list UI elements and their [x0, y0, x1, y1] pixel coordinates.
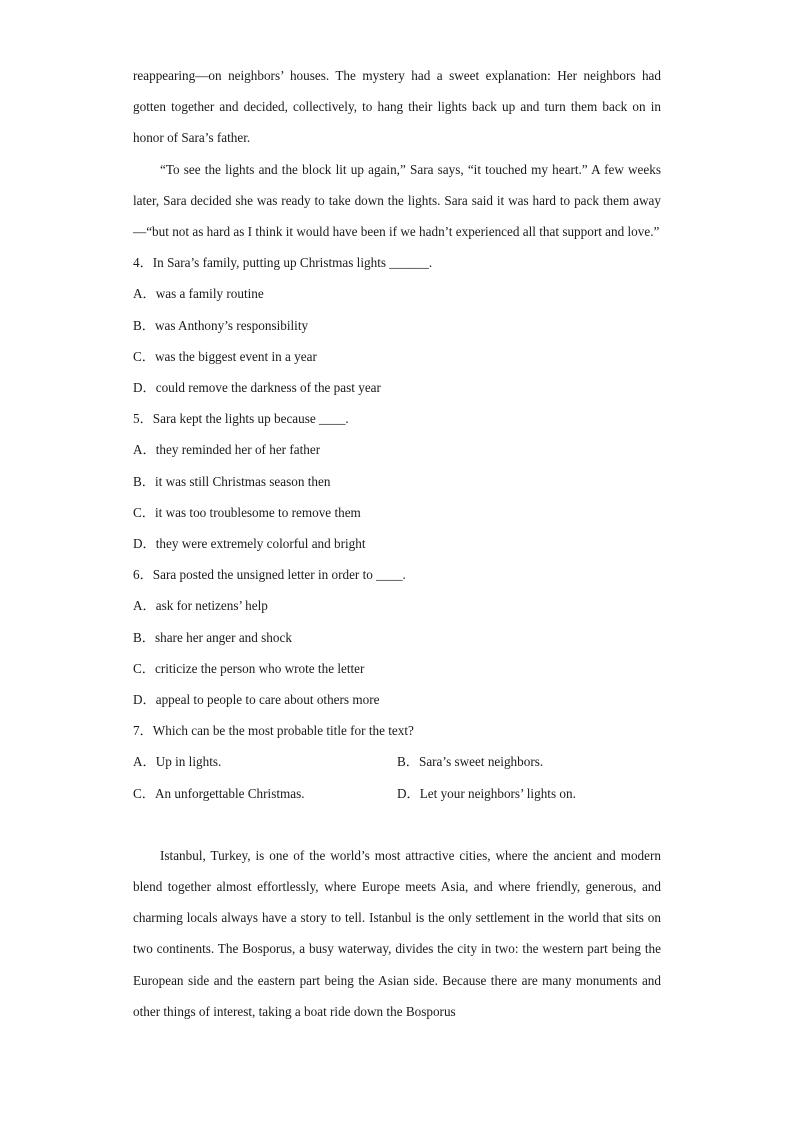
- option-c: C．criticize the person who wrote the letter: [133, 660, 365, 676]
- passage2-paragraph-1: Istanbul, Turkey, is one of the world’s most attractive cities, where the ancient and modern blend together almost effortlessly, where Europe meets Asia, and where friendly, generous, and charming locals always have a story to tell. Istanbul is the only settlement in the world that sits on two continents. The Bosporus, a busy waterway, divides the city in two: the western part being the European side and the eastern part being the Asian side. Because there are many monuments and other things of interest, taking a boat ride down the Bosporus: [133, 847, 661, 1019]
- document-page: [133, 60, 661, 1027]
- question-5: [133, 403, 661, 559]
- question-6: [133, 559, 661, 715]
- passage1-paragraph-2: “To see the lights and the block lit up again,” Sara says, “it touched my heart.” A few weeks later, Sara decided she was ready to take down the lights. Sara said it was hard to pack them away—“but not as hard as I think it would have been if we hadn’t experienced all that support and love.”: [133, 161, 661, 240]
- question-stem: 6．Sara posted the unsigned letter in order to ____.: [133, 567, 406, 583]
- option-b: B．was Anthony’s responsibility: [133, 317, 309, 333]
- option-d: D．could remove the darkness of the past year: [133, 380, 381, 396]
- option-a: A．Up in lights.: [133, 754, 222, 770]
- option-c: C．An unforgettable Christmas.: [133, 785, 305, 801]
- question-stem: 5．Sara kept the lights up because ____.: [133, 411, 349, 427]
- section-gap: [133, 809, 661, 840]
- question-4: [133, 247, 661, 403]
- question-7: [133, 715, 661, 809]
- option-c: C．it was too troublesome to remove them: [133, 504, 361, 520]
- option-d: D．they were extremely colorful and bright: [133, 536, 366, 552]
- option-d: D．Let your neighbors’ lights on.: [397, 785, 576, 801]
- option-b: B．it was still Christmas season then: [133, 473, 331, 489]
- question-stem: 7．Which can be the most probable title for the text?: [133, 723, 414, 739]
- option-c: C．was the biggest event in a year: [133, 348, 317, 364]
- passage1-paragraph-1: reappearing—on neighbors’ houses. The mystery had a sweet explanation: Her neighbors had gotten together and decided, collectively, to hang their lights back up and turn them back on in honor of Sara’s father.: [133, 68, 661, 146]
- option-d: D．appeal to people to care about others more: [133, 692, 380, 708]
- question-stem: 4．In Sara’s family, putting up Christmas lights ______.: [133, 255, 433, 271]
- option-a: A．ask for netizens’ help: [133, 598, 268, 614]
- option-b: B．share her anger and shock: [133, 629, 292, 645]
- options-row-2: [133, 778, 661, 809]
- option-b: B．Sara’s sweet neighbors.: [397, 754, 544, 770]
- option-a: A．they reminded her of her father: [133, 442, 321, 458]
- option-a: A．was a family routine: [133, 286, 264, 302]
- options-row-1: [133, 746, 661, 777]
